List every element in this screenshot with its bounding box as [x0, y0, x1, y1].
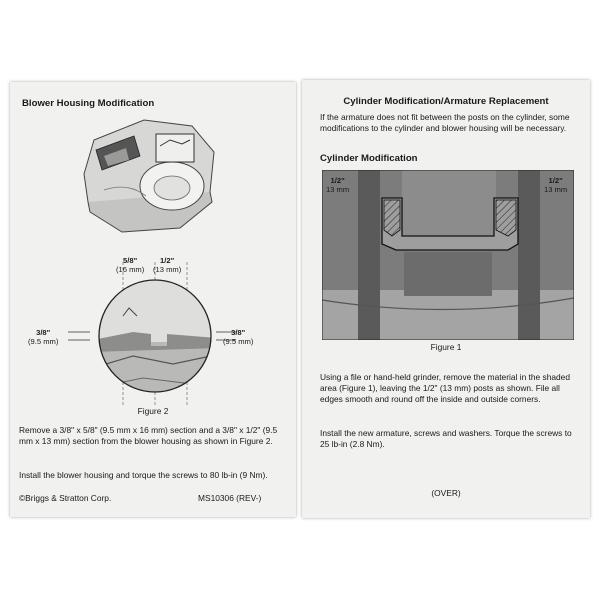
- left-paragraph-2: Install the blower housing and torque the screws to 80 lb-in (9 Nm).: [19, 470, 268, 480]
- dim-5-8-label: 5/8" (16 mm): [116, 256, 145, 274]
- dim-left-1-2-label: 1/2" 13 mm: [326, 176, 350, 194]
- dim-left-3-8-label: 3/8" (9.5 mm): [28, 328, 59, 346]
- dimension-arrows: [10, 82, 296, 412]
- dim-right-1-2-label: 1/2" 13 mm: [544, 176, 568, 194]
- cylinder-modification-subheading: Cylinder Modification: [320, 153, 418, 164]
- dim-1-2-label: 1/2" (13 mm): [153, 256, 182, 274]
- right-page: [302, 80, 590, 518]
- figure-1-cylinder-photo: [322, 170, 574, 340]
- left-page: [10, 82, 296, 517]
- copyright-text: ©Briggs & Stratton Corp.: [19, 493, 112, 503]
- over-footer: (OVER): [431, 488, 461, 498]
- right-paragraph-1: Using a file or hand-held grinder, remove the material in the shaded area (Figure 1), leaving the 1/2" (13 mm) posts as shown. File all edges smooth and round off the inside and outside corners.: [320, 372, 570, 404]
- blower-housing-heading: Blower Housing Modification: [22, 98, 155, 109]
- doc-number: MS10306 (REV-): [198, 493, 262, 503]
- left-paragraph-1: Remove a 3/8" x 5/8" (9.5 mm x 16 mm) section and a 3/8" x 1/2" (9.5 mm x 13 mm) section from the blower housing as shown in Figure 2.: [19, 425, 278, 446]
- right-intro-paragraph: If the armature does not fit between the posts on the cylinder, some modifications to the cylinder and blower housing will be necessary.: [320, 112, 570, 133]
- figure-2-caption: Figure 2: [137, 406, 169, 416]
- dim-right-3-8-label: 3/8" (9.5 mm): [223, 328, 254, 346]
- figure-1-caption: Figure 1: [430, 342, 462, 352]
- right-paragraph-2: Install the new armature, screws and washers. Torque the screws to 25 lb-in (2.8 Nm).: [320, 428, 572, 449]
- cylinder-modification-armature-heading: Cylinder Modification/Armature Replacement: [343, 96, 549, 107]
